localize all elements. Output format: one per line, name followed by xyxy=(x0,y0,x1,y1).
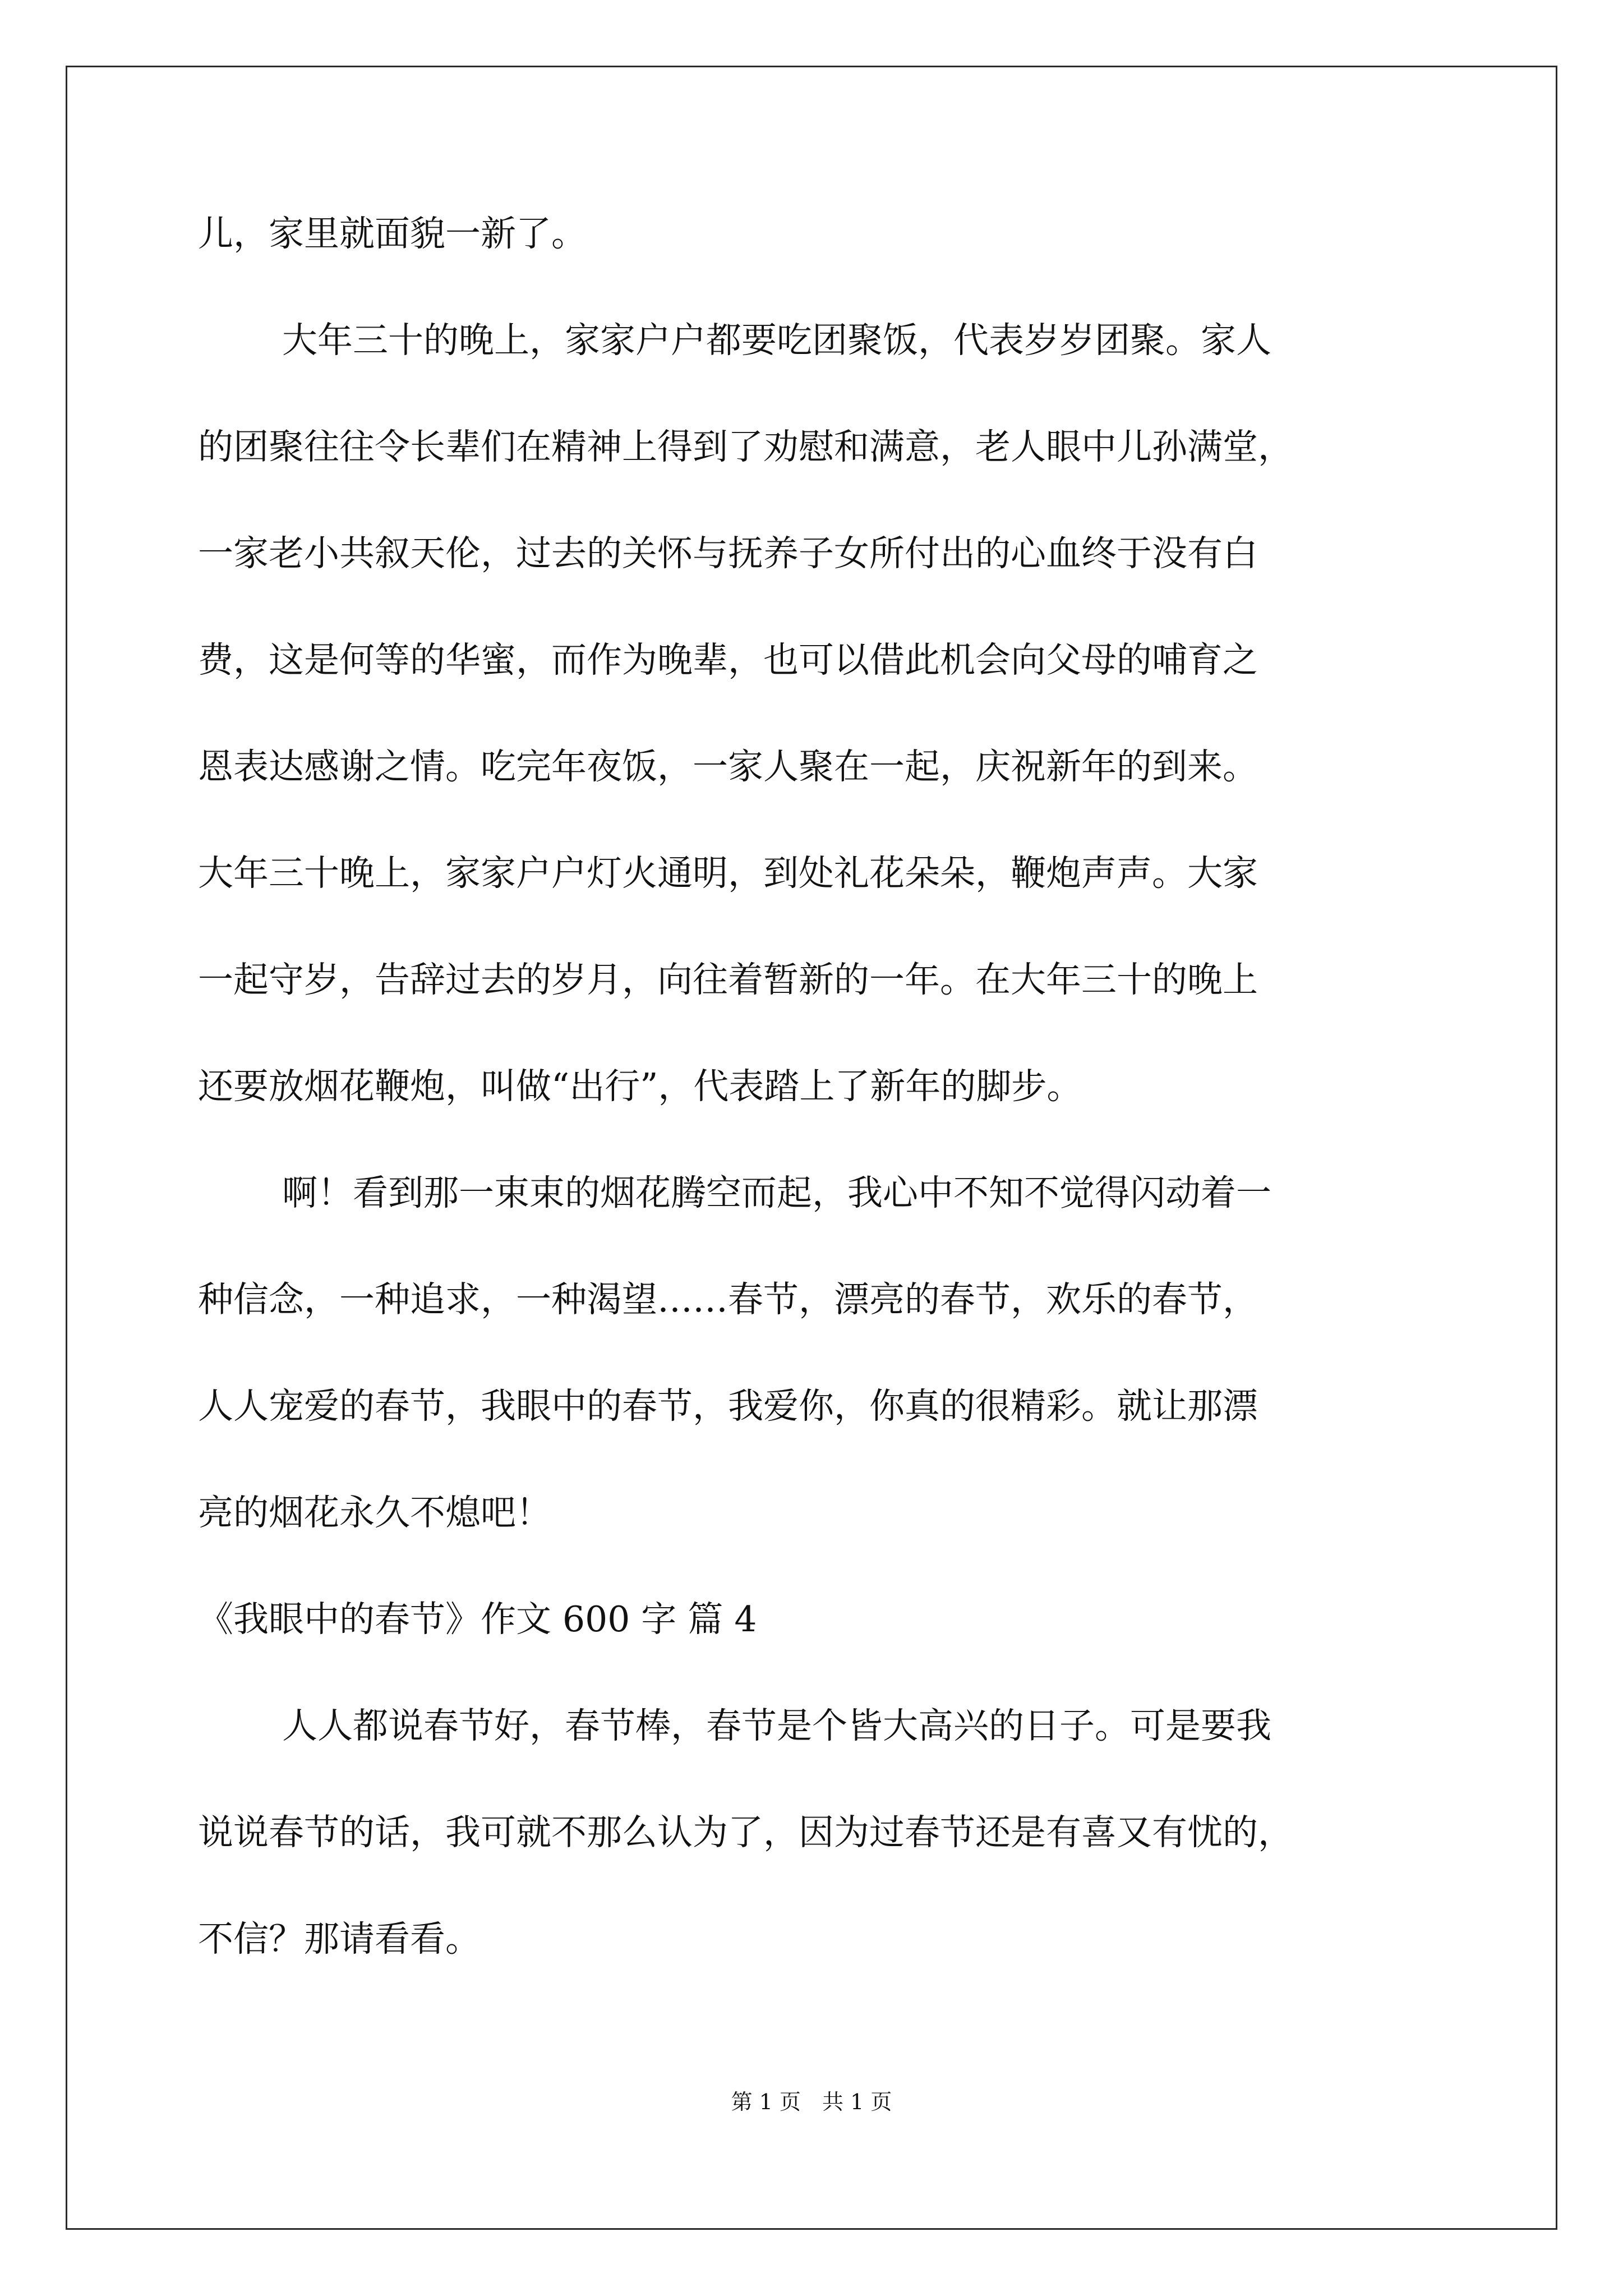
text-line: 说说春节的话，我可就不那么认为了，因为过春节还是有喜又有忧的， xyxy=(198,1812,1293,1853)
paragraph-start-line: 大年三十的晚上，家家户户都要吃团聚饭，代表岁岁团聚。家人 xyxy=(282,320,1271,361)
text-line: 的团聚往往令长辈们在精神上得到了劝慰和满意，老人眼中儿孙满堂， xyxy=(198,426,1293,467)
text-line: 还要放烟花鞭炮，叫做“出行”，代表踏上了新年的脚步。 xyxy=(198,1066,1082,1107)
text-line: 一家老小共叙天伦，过去的关怀与抚养子女所付出的心血终于没有白 xyxy=(198,533,1258,574)
text-line: 人人宠爱的春节，我眼中的春节，我爱你，你真的很精彩。就让那漂 xyxy=(198,1386,1258,1427)
text-line: 种信念，一种追求，一种渴望……春节，漂亮的春节，欢乐的春节， xyxy=(198,1279,1258,1320)
text-line: 不信？那请看看。 xyxy=(198,1918,481,1959)
section-heading: 《我眼中的春节》作文 600 字 篇 4 xyxy=(198,1599,757,1640)
page-footer: 第 1 页 共 1 页 xyxy=(731,2090,892,2114)
paragraph-start-line: 人人都说春节好，春节棒，春节是个皆大高兴的日子。可是要我 xyxy=(282,1705,1271,1746)
text-line: 亮的烟花永久不熄吧！ xyxy=(198,1492,551,1533)
text-line: 一起守岁，告辞过去的岁月，向往着暂新的一年。在大年三十的晚上 xyxy=(198,959,1258,1000)
text-line: 儿，家里就面貌一新了。 xyxy=(198,213,587,254)
text-line: 费，这是何等的华蜜，而作为晚辈，也可以借此机会向父母的哺育之 xyxy=(198,639,1258,680)
paragraph-start-line: 啊！看到那一束束的烟花腾空而起，我心中不知不觉得闪动着一 xyxy=(282,1172,1271,1213)
page-border xyxy=(66,66,1557,2230)
text-line: 大年三十晚上，家家户户灯火通明，到处礼花朵朵，鞭炮声声。大家 xyxy=(198,853,1258,894)
text-line: 恩表达感谢之情。吃完年夜饭，一家人聚在一起，庆祝新年的到来。 xyxy=(198,746,1258,787)
